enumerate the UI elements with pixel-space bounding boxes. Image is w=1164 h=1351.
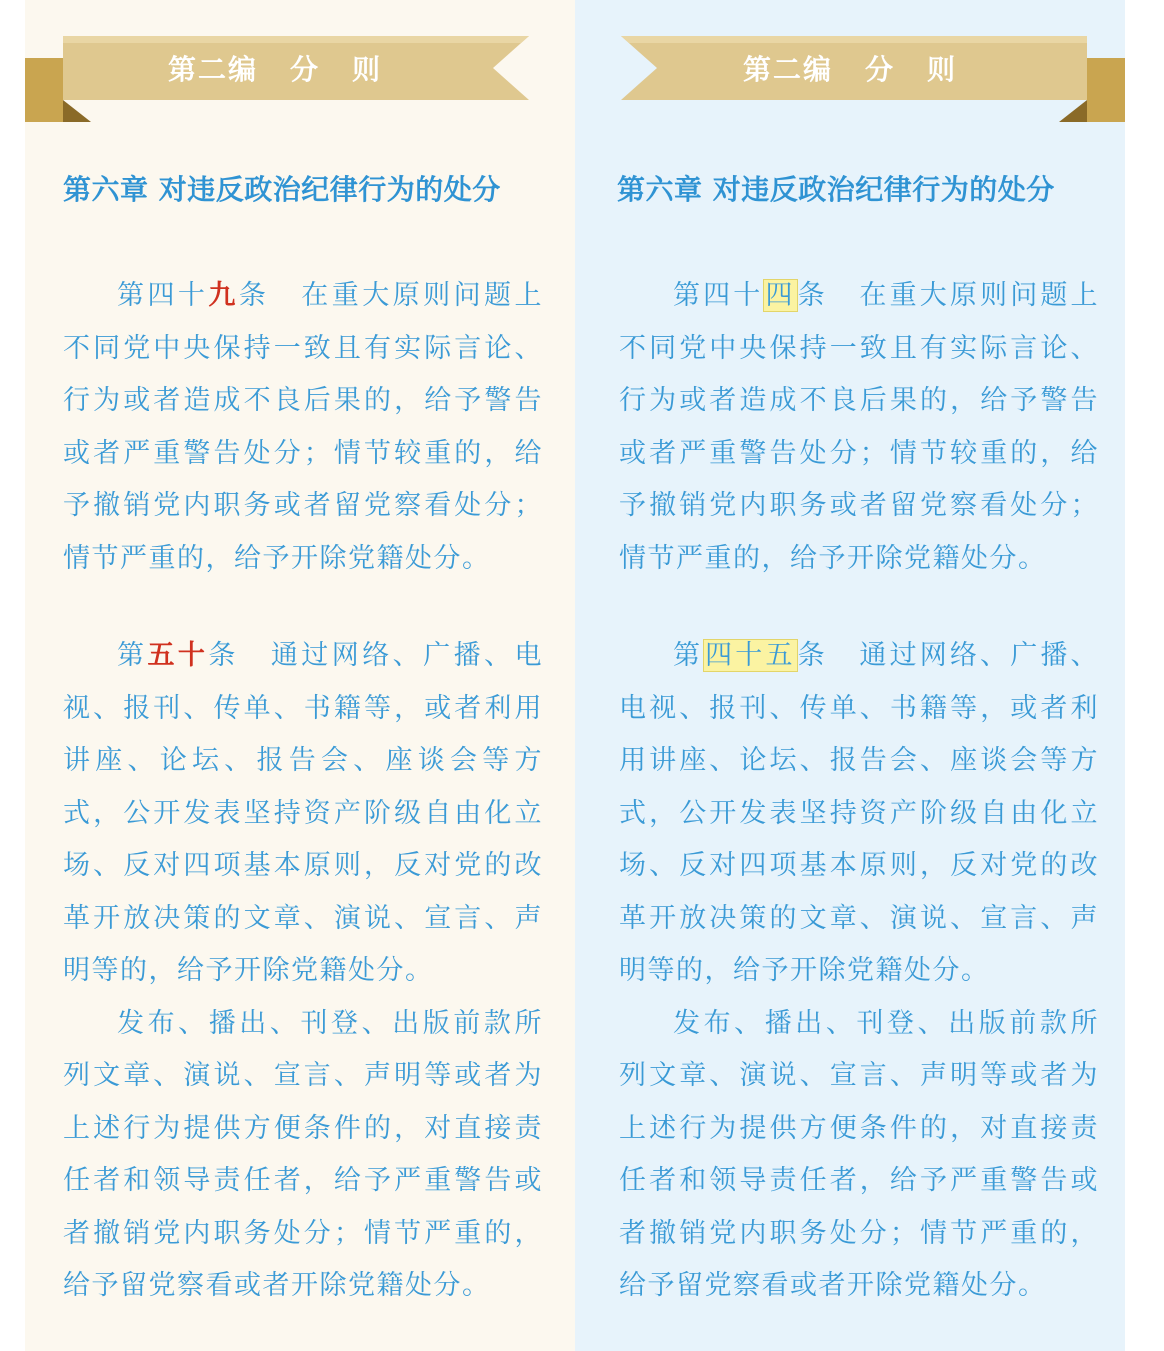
- article-paragraph: [63, 270, 543, 585]
- changed-number: 四: [765, 280, 796, 311]
- chapter-heading: 第六章 对违反政治纪律行为的处分: [617, 173, 1055, 206]
- article-paragraph: [619, 270, 1099, 585]
- old-version-panel: [25, 0, 575, 1351]
- part-banner: [575, 0, 1125, 130]
- article-number: 第四十四条: [673, 280, 828, 311]
- part-banner: [25, 0, 575, 130]
- article-49: [63, 270, 543, 585]
- article-paragraph: [619, 630, 1099, 998]
- chapter-heading: 第六章 对违反政治纪律行为的处分: [63, 173, 501, 206]
- article-number: 第五十条: [117, 640, 239, 671]
- changed-number: 九: [208, 280, 239, 311]
- article-paragraph: [63, 630, 543, 998]
- article-paragraph-2: 发布、播出、刊登、出版前款所列文章、演说、宣言、声明等或者为上述行为提供方便条件的，对直接责任者和领导责任者，给予严重警告或者撤销党内职务处分；情节严重的，给予留党察看或者开除党籍处分。: [619, 1007, 1099, 1301]
- new-version-panel: [575, 0, 1125, 1351]
- article-text: 在重大原则问题上不同党中央保持一致且有实际言论、行为或者造成不良后果的，给予警告或者严重警告处分；情节较重的，给予撤销党内职务或者留党察看处分；情节严重的，给予开除党籍处分。: [619, 280, 1100, 574]
- article-45: [619, 630, 1099, 1313]
- article-paragraph-2: 发布、播出、刊登、出版前款所列文章、演说、宣言、声明等或者为上述行为提供方便条件的，对直接责任者和领导责任者，给予严重警告或者撤销党内职务处分；情节严重的，给予留党察看或者开除党籍处分。: [63, 1007, 543, 1301]
- article-50: [63, 630, 543, 1313]
- banner-title: 第二编 分 则: [742, 53, 958, 86]
- changed-number: 五十: [147, 640, 209, 671]
- article-number: 第四十五条: [673, 640, 828, 671]
- changed-number: 四十五: [705, 640, 796, 671]
- banner-title: 第二编 分 则: [167, 53, 383, 86]
- article-44: [619, 270, 1099, 585]
- article-text: 通过网络、广播、电视、报刊、传单、书籍等，或者利用讲座、论坛、报告会、座谈会等方式，公开发表坚持资产阶级自由化立场、反对四项基本原则，反对党的改革开放决策的文章、演说、宣言、声明等的，给予开除党籍处分。: [63, 640, 544, 986]
- article-text: 在重大原则问题上不同党中央保持一致且有实际言论、行为或者造成不良后果的，给予警告或者严重警告处分；情节较重的，给予撤销党内职务或者留党察看处分；情节严重的，给予开除党籍处分。: [63, 280, 544, 574]
- article-number: 第四十九条: [117, 280, 270, 311]
- article-text: 通过网络、广播、电视、报刊、传单、书籍等，或者利用讲座、论坛、报告会、座谈会等方式，公开发表坚持资产阶级自由化立场、反对四项基本原则，反对党的改革开放决策的文章、演说、宣言、声明等的，给予开除党籍处分。: [619, 640, 1100, 986]
